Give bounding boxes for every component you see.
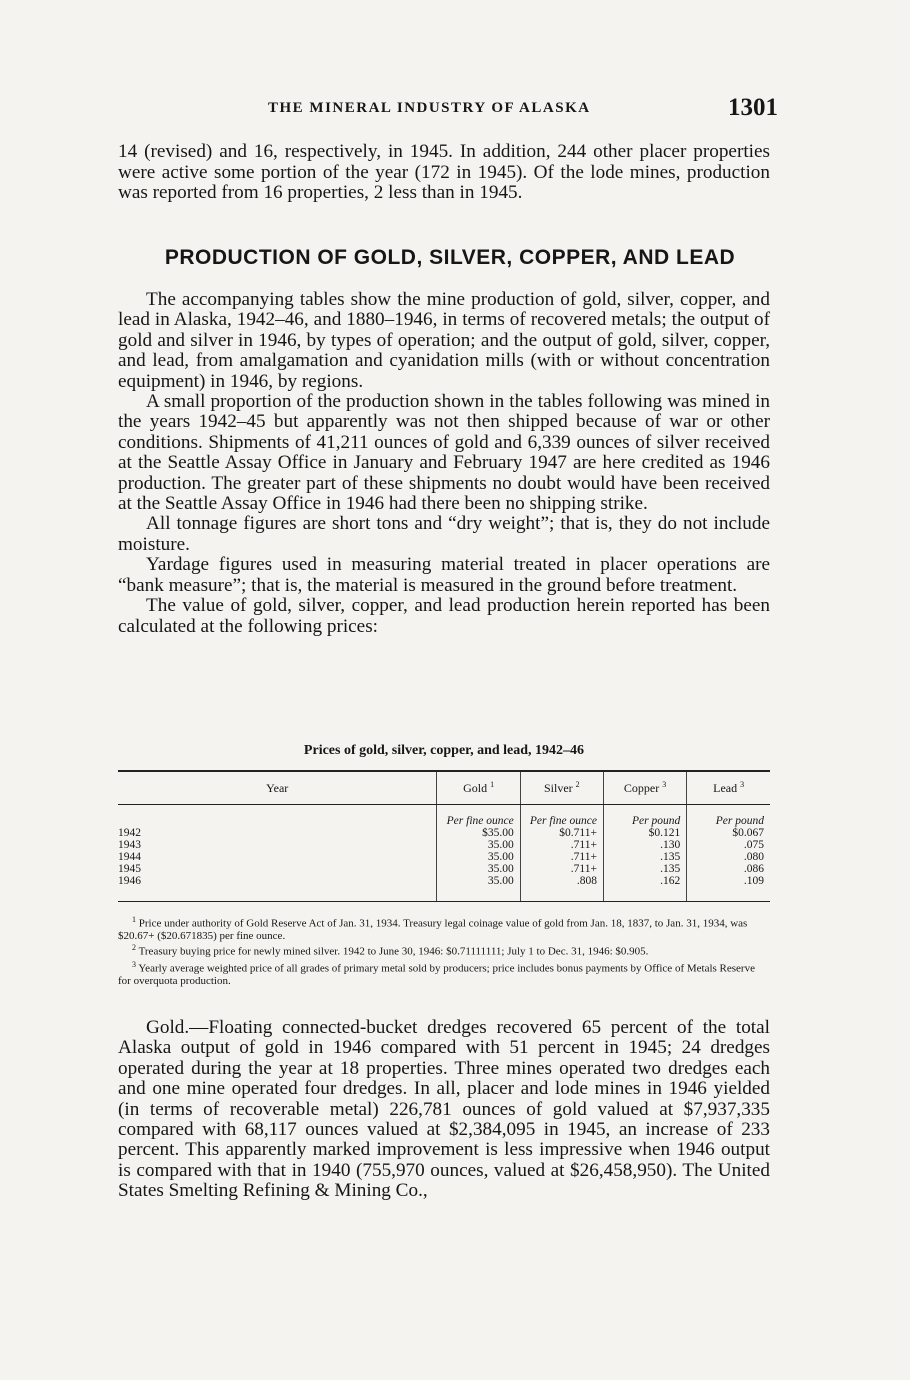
section-body (118, 290, 770, 637)
unit-silver: Per fine ounce (520, 805, 603, 828)
footnotes (118, 914, 770, 987)
paragraph: A small proportion of the production shown in the tables following was mined in the years 1942–45 but apparently was not then shipped because of war or other conditions. Shipments of 41,211 ounces of gold and 6,339 ounces of silver received at the Seattle Assay Office in January and February 1947 are here credited as 1946 production. The greater part of these shipments no doubt would have been received at the Seattle Assay Office in 1946 had there been no shipping strike. (118, 391, 770, 515)
running-title: THE MINERAL INDUSTRY OF ALASKA (268, 100, 591, 116)
footnote: $^3$ Yearly average weighted price of all grades of primary metal sold by producers; price includes bonus payments by Office of Metals Reserve for overquota production. (118, 959, 755, 987)
table-row: 1942 $35.00 $0.711+ $0.121 $0.067 (118, 827, 764, 839)
column-header-lead: Lead $^3$ (687, 771, 770, 805)
paragraph: All tonnage figures are short tons and “dry weight”; that is, they do not include moisture. (118, 513, 770, 555)
gold-paragraph (118, 1018, 770, 1202)
column-header-copper: Copper $^3$ (603, 771, 686, 805)
table-header-row (118, 771, 770, 805)
unit-copper: Per pound (603, 805, 686, 828)
gold-lead-in: Gold. (146, 1017, 190, 1038)
page-number: 1301 (728, 94, 778, 121)
units-row (118, 805, 770, 828)
gold-text: —Floating connected-bucket dredges recovered 65 percent of the total Alaska output of gold in 1946 compared with 51 percent in 1945; 24 dredges operated during the year at 18 properties. Three mines operated two dredges each and one mine operated four dredges. In all, placer and lode mines in 1946 yielded (in terms of recoverable metal) 226,781 ounces of gold valued at $7,937,335 compared with 68,117 ounces valued at $2,384,095 in 1945, an increase of 233 percent. This apparently marked improvement is less impressive when 1946 output is compared with that in 1940 (755,970 ounces, valued at $26,458,950). The United States Smelting Refining & Mining Co., (118, 1017, 770, 1202)
price-table (118, 770, 770, 902)
table-row: 1946 35.00 .808 .162 .109 (118, 875, 770, 902)
footnote: $^2$ Treasury buying price for newly mined silver. 1942 to June 30, 1946: $0.71111111; July 1 to Dec. 31, 1946: $0.905. (132, 943, 649, 959)
table-title: Prices of gold, silver, copper, and lead, 1942–46 (303, 743, 585, 758)
running-head (118, 94, 778, 128)
unit-gold: Per fine ounce (437, 805, 520, 828)
paragraph: Yardage figures used in measuring material treated in placer operations are “bank measure”; that is, the material is measured in the ground before treatment. (118, 554, 770, 596)
column-header-gold: Gold $^1$ (437, 771, 520, 805)
unit-lead: Per pound (715, 815, 764, 827)
column-header-silver: Silver $^2$ (520, 771, 603, 805)
section-heading: PRODUCTION OF GOLD, SILVER, COPPER, AND LEAD (164, 246, 736, 269)
continued-paragraph: 14 (revised) and 16, respectively, in 1945. In addition, 244 other placer properties were active some portion of the year (172 in 1945). Of the lode mines, production was reported from 16 properties, 2 less than in 1945. (118, 141, 770, 204)
table-row: 1943 35.00 .711+ .130 .075 (118, 839, 764, 851)
footnote: $^1$ Price under authority of Gold Reserve Act of Jan. 31, 1934. Treasury legal coinage value of gold from Jan. 18, 1837, to Jan. 31, 1934, was $20.67+ ($20.671835) per fine ounce. (118, 915, 748, 943)
paragraph: The accompanying tables show the mine production of gold, silver, copper, and lead in Alaska, 1942–46, and 1880–1946, in terms of recovered metals; the output of gold and silver in 1946, by types of operation; and the output of gold, silver, copper, and lead, from amalgamation and cyanidation mills (with or without concentration equipment) in 1946, by regions. (118, 289, 770, 392)
table-row: 1945 35.00 .711+ .135 .086 (118, 863, 764, 875)
table-row: 1944 35.00 .711+ .135 .080 (118, 851, 764, 863)
paragraph: The value of gold, silver, copper, and lead production herein reported has been calculated at the following prices: (118, 595, 770, 637)
column-header-year: Year (118, 771, 437, 805)
